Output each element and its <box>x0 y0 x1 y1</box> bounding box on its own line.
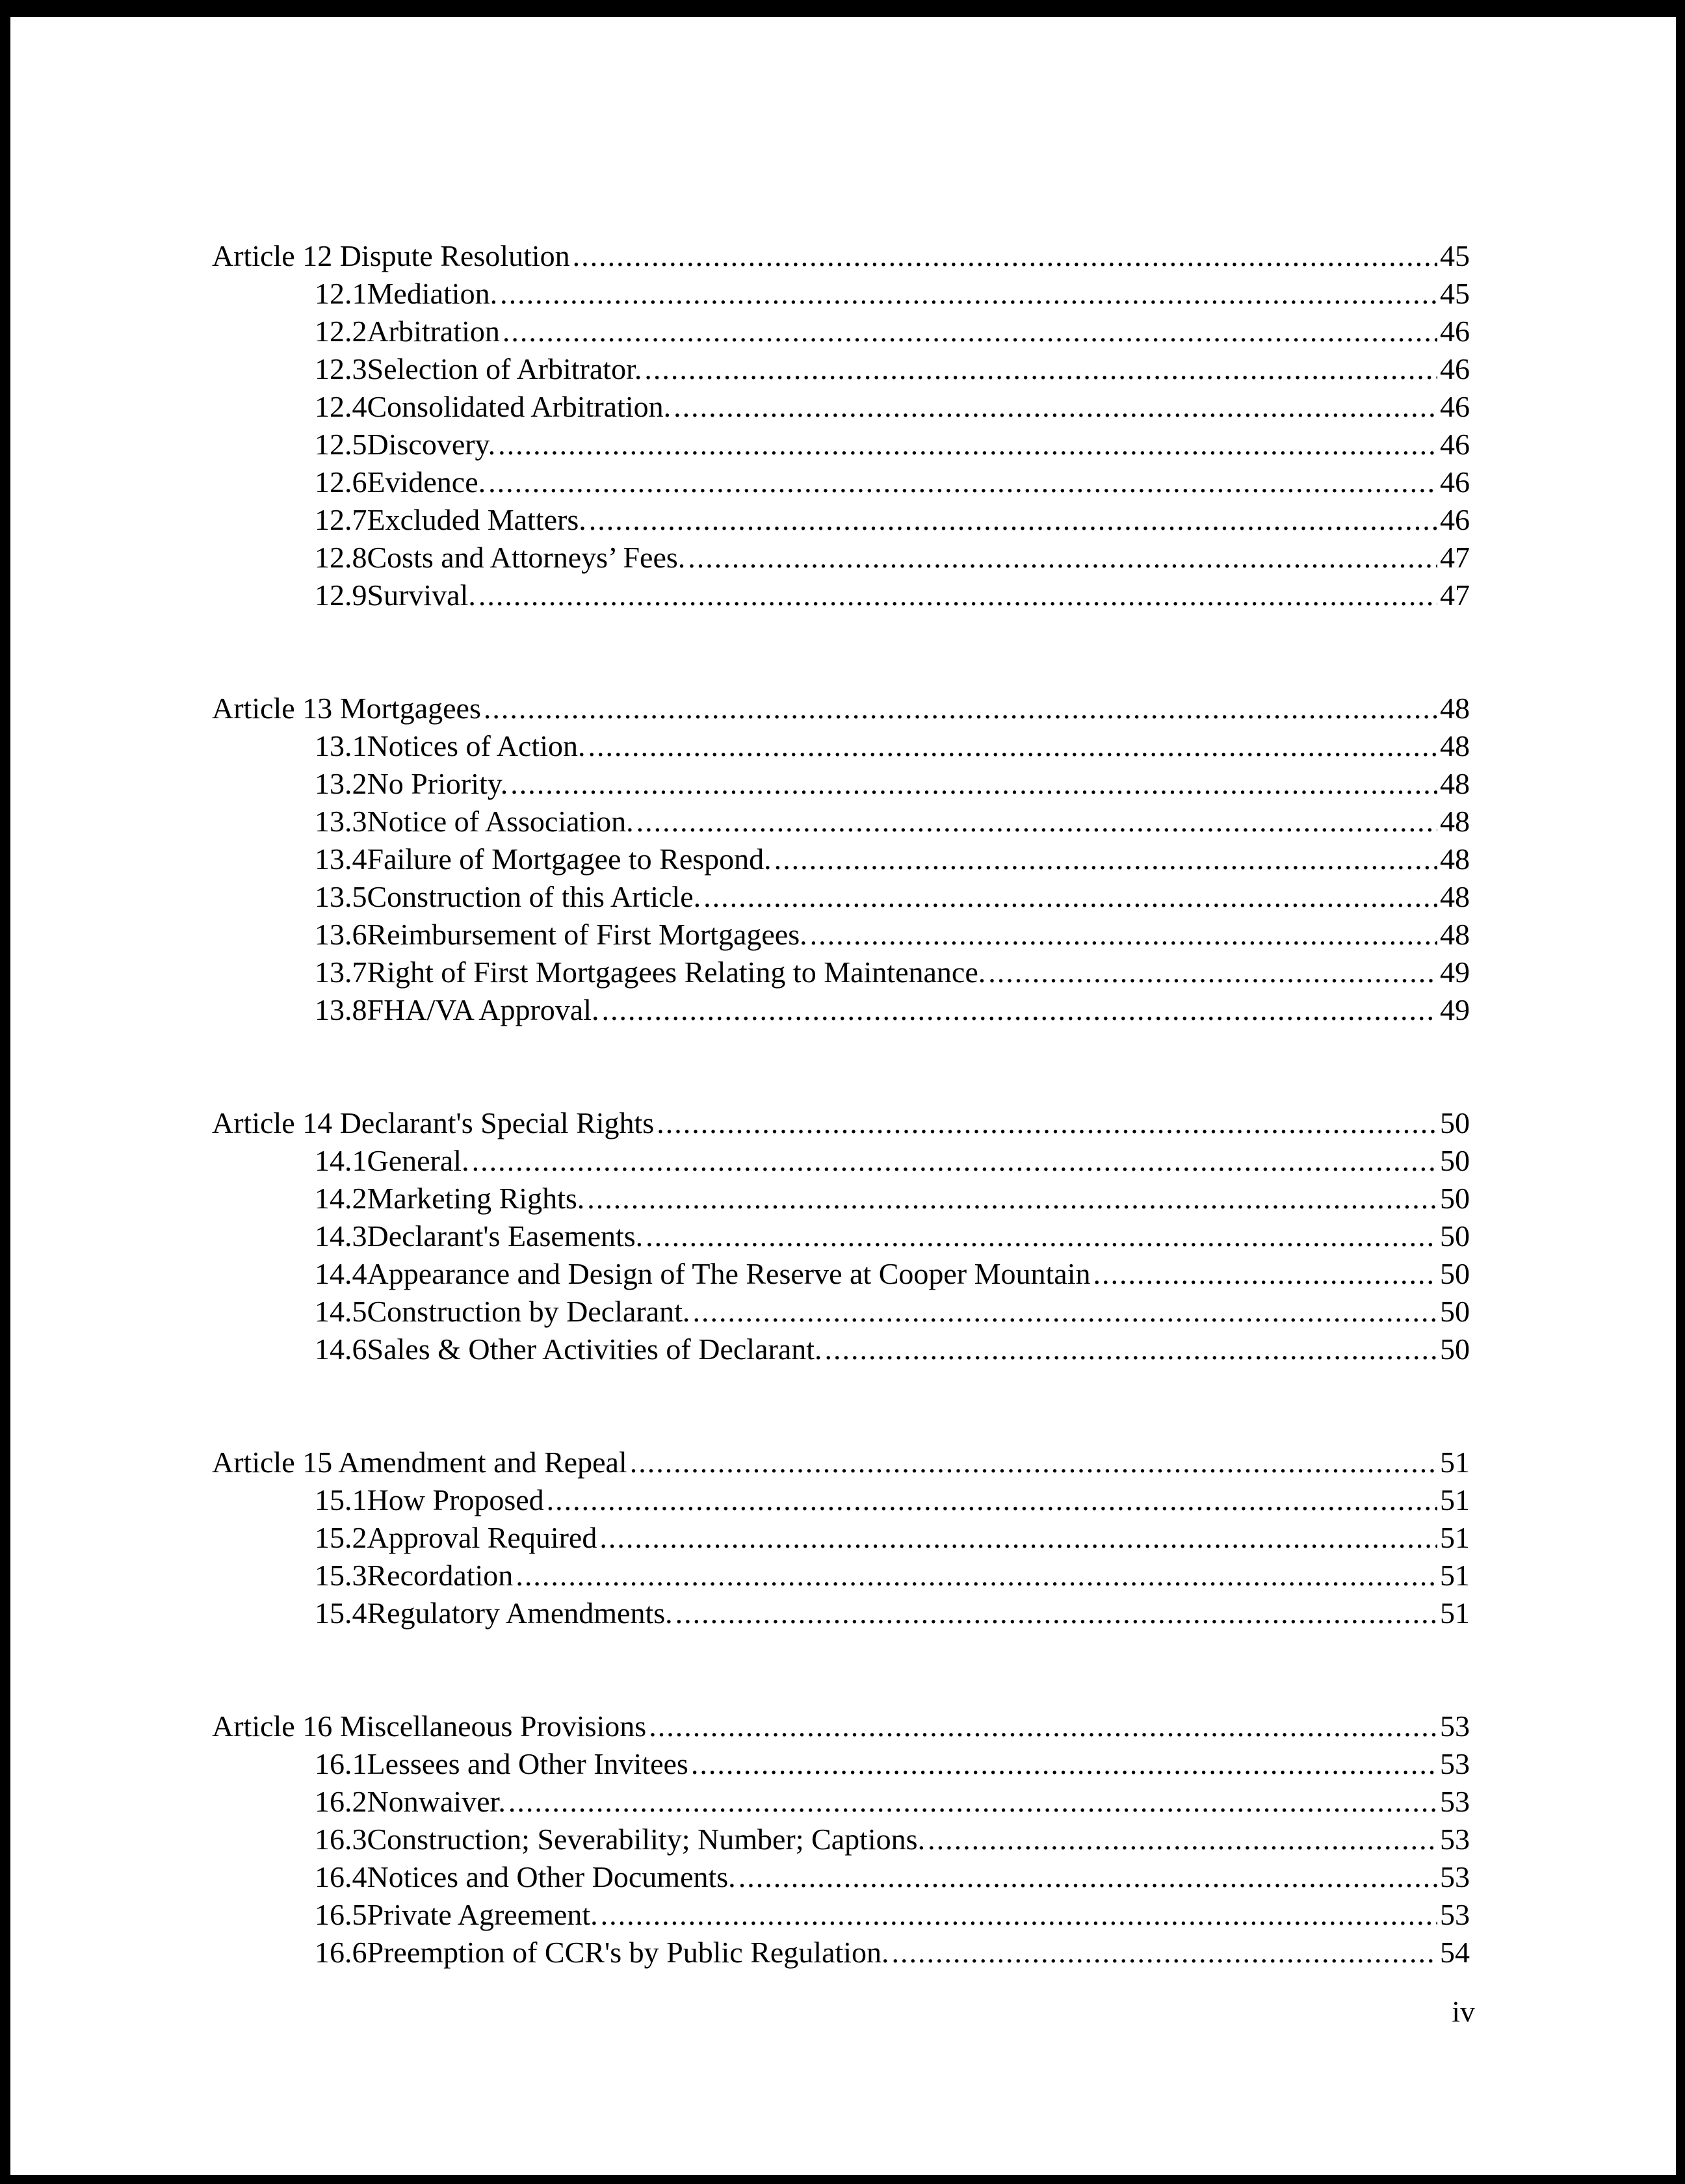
section-number: 13.7 <box>315 956 367 989</box>
page-number: 48 <box>1440 918 1470 951</box>
page-number: 48 <box>1440 767 1470 800</box>
toc-section <box>212 1896 1470 1934</box>
toc-section <box>212 1142 1470 1180</box>
page-number: 50 <box>1440 1182 1470 1215</box>
page-number: 50 <box>1440 1257 1470 1290</box>
section-title: Marketing Rights. <box>367 1182 585 1215</box>
section-title: Recordation <box>367 1559 514 1592</box>
dot-leader <box>599 1519 1437 1557</box>
dot-leader <box>646 1217 1437 1255</box>
document-page <box>10 17 1676 2175</box>
page-number: 46 <box>1440 352 1470 385</box>
article-title: Article 12 Dispute Resolution <box>212 239 570 272</box>
dot-leader <box>928 1821 1437 1858</box>
page-number: 47 <box>1440 578 1470 612</box>
page-number: 46 <box>1440 428 1470 461</box>
toc-section <box>212 878 1470 916</box>
section-number: 16.1 <box>315 1747 367 1780</box>
section-number: 14.3 <box>315 1219 367 1253</box>
toc-section <box>212 1519 1470 1557</box>
dot-leader <box>636 803 1437 840</box>
dot-leader <box>703 878 1437 916</box>
page-number: 49 <box>1440 993 1470 1026</box>
dot-leader <box>691 1745 1437 1783</box>
page-number: 54 <box>1440 1936 1470 1969</box>
toc-article-12 <box>212 237 1470 614</box>
section-title: Excluded Matters. <box>367 503 586 536</box>
page-number: 46 <box>1440 503 1470 536</box>
dot-leader <box>488 463 1437 501</box>
dot-leader <box>810 916 1437 954</box>
toc-section <box>212 1557 1470 1594</box>
page-number: 46 <box>1440 315 1470 348</box>
toc-section <box>212 803 1470 840</box>
dot-leader <box>673 388 1437 426</box>
toc-article-13 <box>212 690 1470 1029</box>
dot-leader <box>589 501 1437 539</box>
toc-article-15 <box>212 1444 1470 1632</box>
section-title: Mediation. <box>367 277 498 310</box>
page-number: 51 <box>1440 1559 1470 1592</box>
toc-section <box>212 1858 1470 1896</box>
toc-section <box>212 1180 1470 1217</box>
section-title: Regulatory Amendments. <box>367 1596 673 1630</box>
toc-section <box>212 539 1470 577</box>
page-number: 50 <box>1440 1295 1470 1328</box>
toc-article-heading <box>212 1104 1470 1142</box>
section-title: Consolidated Arbitration. <box>367 390 672 423</box>
dot-leader <box>988 954 1437 991</box>
toc-section <box>212 1481 1470 1519</box>
article-title: Article 15 Amendment and Repeal <box>212 1446 627 1479</box>
article-title: Article 13 Mortgagees <box>212 692 481 725</box>
section-title: Construction; Severability; Number; Captions. <box>367 1823 926 1856</box>
toc-article-heading <box>212 237 1470 275</box>
toc-section <box>212 727 1470 765</box>
section-number: 13.5 <box>315 880 367 913</box>
section-title: Right of First Mortgagees Relating to Maintenance. <box>367 956 986 989</box>
page-number: 45 <box>1440 277 1470 310</box>
section-number: 16.3 <box>315 1823 367 1856</box>
toc-article-16 <box>212 1708 1470 1971</box>
toc-section <box>212 1821 1470 1858</box>
toc-section <box>212 426 1470 463</box>
toc-section <box>212 1783 1470 1821</box>
section-number: 13.6 <box>315 918 367 951</box>
page-number: 53 <box>1440 1898 1470 1931</box>
toc-section <box>212 840 1470 878</box>
dot-leader <box>587 1180 1437 1217</box>
section-number: 15.2 <box>315 1521 367 1554</box>
section-number: 12.1 <box>315 277 367 310</box>
toc-section <box>212 1293 1470 1331</box>
dot-leader <box>692 1293 1437 1331</box>
dot-leader <box>774 840 1437 878</box>
section-number: 12.6 <box>315 465 367 499</box>
section-number: 12.7 <box>315 503 367 536</box>
dot-leader <box>498 426 1437 463</box>
dot-leader <box>825 1331 1437 1368</box>
toc-section <box>212 991 1470 1029</box>
dot-leader <box>675 1594 1437 1632</box>
dot-leader <box>503 313 1437 350</box>
dot-leader <box>630 1444 1437 1481</box>
toc-section <box>212 1217 1470 1255</box>
page-number: 50 <box>1440 1144 1470 1177</box>
section-number: 14.5 <box>315 1295 367 1328</box>
section-number: 12.9 <box>315 578 367 612</box>
section-title: Notices and Other Documents. <box>367 1860 736 1893</box>
dot-leader <box>508 1783 1437 1821</box>
dot-leader <box>649 1708 1437 1745</box>
toc-section <box>212 501 1470 539</box>
section-number: 13.3 <box>315 805 367 838</box>
toc-section <box>212 1331 1470 1368</box>
section-title: Reimbursement of First Mortgagees. <box>367 918 807 951</box>
toc-section <box>212 275 1470 313</box>
page-number: 50 <box>1440 1219 1470 1253</box>
toc-section <box>212 577 1470 614</box>
page-number: 53 <box>1440 1710 1470 1743</box>
section-number: 12.4 <box>315 390 367 423</box>
toc-section <box>212 463 1470 501</box>
section-number: 16.5 <box>315 1898 367 1931</box>
page-number: 53 <box>1440 1785 1470 1818</box>
section-number: 13.2 <box>315 767 367 800</box>
dot-leader <box>484 690 1437 727</box>
section-title: Construction by Declarant. <box>367 1295 690 1328</box>
page-folio: iv <box>1452 1995 1475 2028</box>
section-number: 16.6 <box>315 1936 367 1969</box>
toc-section <box>212 916 1470 954</box>
section-title: Nonwaiver. <box>367 1785 506 1818</box>
toc-section <box>212 954 1470 991</box>
section-title: Construction of this Article. <box>367 880 701 913</box>
section-number: 13.4 <box>315 842 367 876</box>
dot-leader <box>547 1481 1437 1519</box>
page-number: 48 <box>1440 880 1470 913</box>
toc-section <box>212 1745 1470 1783</box>
toc-section <box>212 1934 1470 1971</box>
article-title: Article 16 Miscellaneous Provisions <box>212 1710 647 1743</box>
table-of-contents <box>212 237 1470 2047</box>
section-number: 16.2 <box>315 1785 367 1818</box>
page-number: 45 <box>1440 239 1470 272</box>
toc-article-heading <box>212 1444 1470 1481</box>
dot-leader <box>472 1142 1437 1180</box>
page-number: 50 <box>1440 1106 1470 1139</box>
section-title: Approval Required <box>367 1521 597 1554</box>
dot-leader <box>478 577 1437 614</box>
article-title: Article 14 Declarant's Special Rights <box>212 1106 655 1139</box>
section-title: Declarant's Easements. <box>367 1219 644 1253</box>
page-number: 46 <box>1440 390 1470 423</box>
page-number: 53 <box>1440 1823 1470 1856</box>
page-number: 48 <box>1440 729 1470 762</box>
section-number: 12.5 <box>315 428 367 461</box>
toc-section <box>212 388 1470 426</box>
dot-leader <box>644 350 1437 388</box>
section-number: 14.4 <box>315 1257 367 1290</box>
dot-leader <box>601 1896 1437 1934</box>
toc-section <box>212 313 1470 350</box>
section-title: Sales & Other Activities of Declarant. <box>367 1332 822 1366</box>
section-number: 14.6 <box>315 1332 367 1366</box>
page-number: 47 <box>1440 541 1470 574</box>
section-title: How Proposed <box>367 1483 544 1516</box>
toc-article-14 <box>212 1104 1470 1368</box>
section-number: 15.3 <box>315 1559 367 1592</box>
toc-section <box>212 350 1470 388</box>
dot-leader <box>510 765 1437 803</box>
page-number: 51 <box>1440 1446 1470 1479</box>
section-number: 12.3 <box>315 352 367 385</box>
section-title: Discovery. <box>367 428 496 461</box>
dot-leader <box>588 727 1438 765</box>
dot-leader <box>573 237 1437 275</box>
section-title: FHA/VA Approval. <box>367 993 599 1026</box>
toc-article-heading <box>212 1708 1470 1745</box>
section-title: Notice of Association. <box>367 805 634 838</box>
dot-leader <box>500 275 1437 313</box>
toc-section <box>212 1594 1470 1632</box>
dot-leader <box>738 1858 1437 1896</box>
section-title: Evidence. <box>367 465 486 499</box>
section-number: 15.4 <box>315 1596 367 1630</box>
section-title: Arbitration <box>367 315 500 348</box>
page-number: 48 <box>1440 692 1470 725</box>
page-number: 53 <box>1440 1860 1470 1893</box>
section-number: 14.2 <box>315 1182 367 1215</box>
toc-section <box>212 1255 1470 1293</box>
page-number: 51 <box>1440 1483 1470 1516</box>
section-title: Private Agreement. <box>367 1898 598 1931</box>
page-number: 48 <box>1440 842 1470 876</box>
section-number: 15.1 <box>315 1483 367 1516</box>
page-number: 51 <box>1440 1596 1470 1630</box>
section-number: 16.4 <box>315 1860 367 1893</box>
page-number: 48 <box>1440 805 1470 838</box>
section-title: Selection of Arbitrator. <box>367 352 642 385</box>
section-title: Survival. <box>367 578 476 612</box>
page-number: 49 <box>1440 956 1470 989</box>
section-number: 13.1 <box>315 729 367 762</box>
page-number: 53 <box>1440 1747 1470 1780</box>
section-title: Failure of Mortgagee to Respond. <box>367 842 772 876</box>
page-number: 50 <box>1440 1332 1470 1366</box>
section-number: 13.8 <box>315 993 367 1026</box>
section-title: Preemption of CCR's by Public Regulation. <box>367 1936 889 1969</box>
section-title: General. <box>367 1144 469 1177</box>
section-number: 12.2 <box>315 315 367 348</box>
section-title: No Priority. <box>367 767 508 800</box>
toc-article-heading <box>212 690 1470 727</box>
dot-leader <box>601 991 1437 1029</box>
dot-leader <box>1093 1255 1437 1293</box>
section-title: Notices of Action. <box>367 729 586 762</box>
toc-section <box>212 765 1470 803</box>
section-title: Appearance and Design of The Reserve at Cooper Mountain <box>367 1257 1091 1290</box>
section-number: 12.8 <box>315 541 367 574</box>
dot-leader <box>892 1934 1437 1971</box>
page-number: 51 <box>1440 1521 1470 1554</box>
section-title: Costs and Attorneys’ Fees. <box>367 541 686 574</box>
dot-leader <box>657 1104 1437 1142</box>
section-title: Lessees and Other Invitees <box>367 1747 688 1780</box>
page-number: 46 <box>1440 465 1470 499</box>
dot-leader <box>516 1557 1437 1594</box>
dot-leader <box>688 539 1437 577</box>
section-number: 14.1 <box>315 1144 367 1177</box>
